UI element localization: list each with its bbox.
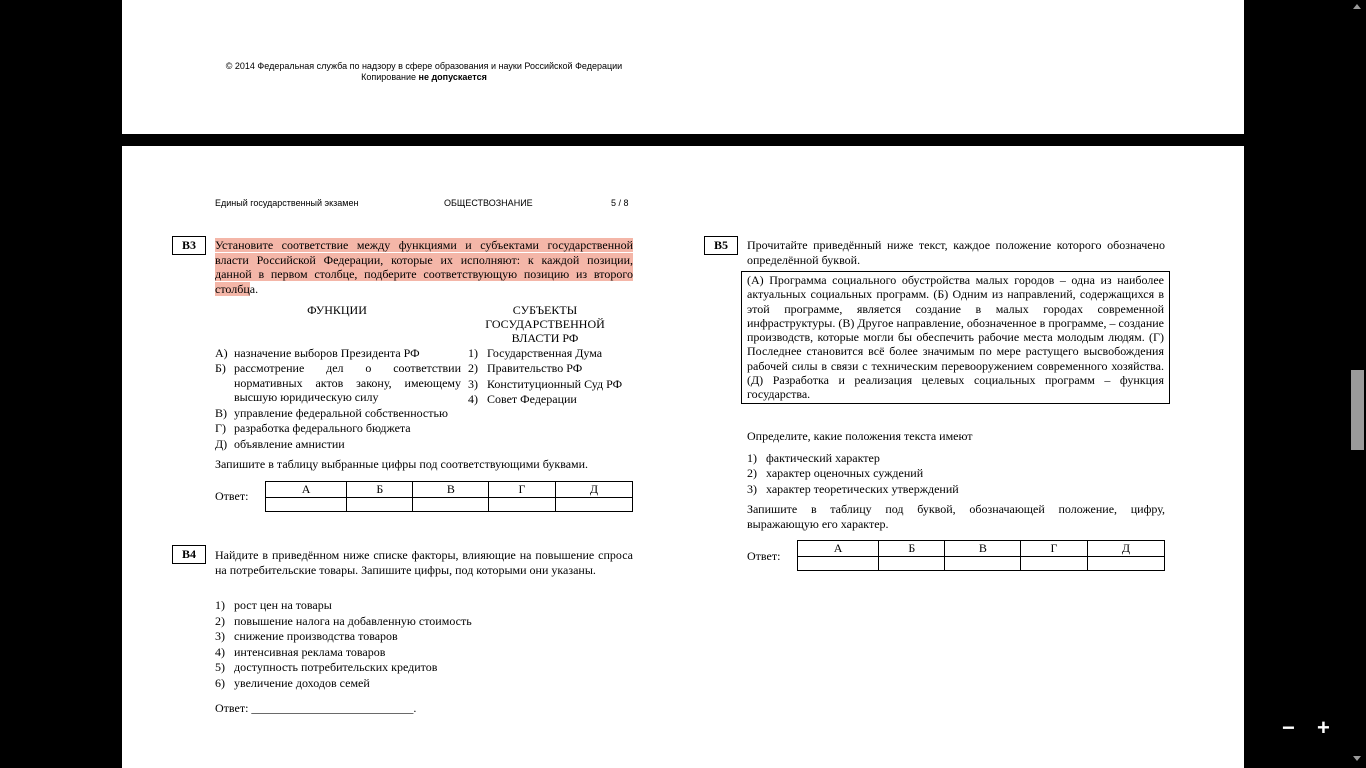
b3-answer-header-a: А bbox=[266, 482, 347, 498]
b5-answer-header-c: В bbox=[945, 541, 1021, 557]
question-label-b3: B3 bbox=[172, 236, 206, 255]
header-exam: Единый государственный экзамен bbox=[215, 198, 359, 208]
b5-answer-label: Ответ: bbox=[747, 549, 781, 563]
copyright-line-2 bbox=[124, 72, 724, 82]
b4-answer-line[interactable]: ___________________________. bbox=[251, 701, 417, 715]
copyright-line-1: © 2014 Федеральная служба по надзору в сфере образования и науки Российской Федерации bbox=[225, 61, 623, 71]
copyright-prefix: Копирование bbox=[361, 72, 419, 82]
b5-answer-table bbox=[797, 540, 1165, 571]
b3-answer-cell-e[interactable] bbox=[555, 498, 632, 512]
b3-answer-header-d: Г bbox=[489, 482, 556, 498]
b5-prompt: Прочитайте приведённый ниже текст, каждое положение которого обозначено определённой буквой. bbox=[747, 238, 1165, 267]
header-page-number: 5 / 8 bbox=[611, 198, 629, 208]
b3-prompt-highlight: Установите соответствие между функциями и субъектами государственной власти Российской Федерации, которые их исполняют: к каждой позиции, данной в первом столбце, подберите соответствующую позицию из второго столбц bbox=[215, 238, 633, 296]
b5-answer-cell-d[interactable] bbox=[1021, 557, 1088, 571]
b5-passage: (А) Программа социального обустройства малых городов – одна из наиболее актуальных социальных программ. (Б) Одним из направлений, содержащихся в этой программе, является создание в малых городах современной инфраструктуры. (В) Другое направление, обозначенное в программе, – создание производств, которые могли бы обеспечить рабочие места молодым людям. (Г) Последнее становится всё более значимым по мере растущего высвобождения рабочей силы в связи с техническим перевооружением современного хозяйства. (Д) Разработка и реализация целевых социальных программ – функция государства. bbox=[741, 271, 1170, 404]
b3-answer-table bbox=[265, 481, 633, 512]
b3-answer-header-e: Д bbox=[555, 482, 632, 498]
current-page: Единый государственный экзамен ОБЩЕСТВОЗНАНИЕ 5 / 8 B3 Установите соответствие между функциями и субъектами государственной власти Российской Федерации, которые их исполняют: к каждой позиции, данной в первом столбце, подберите соответствующую позицию из второго столбца. ФУНКЦИИ СУБЪЕКТЫ ГОСУДАРСТВЕННОЙ ВЛАСТИ РФ А) назначение выборов Президента РФ Б) рассмотрение дел о соответствии нормативных актов закону, имеющему высшую юридическую силу В) управление федеральной собственностью Г) разработка федерального бюджета Д) объявление амнистии 1) Государственная Дума 2) Правительство РФ 3) Конституционный Суд РФ 4) Совет Федерации Запишите в таблицу выбранные цифры под соответствующими буквами. Ответ: А Б В Г Д B4 Найдите в приведённом ниже списке факторы, влияющие на повышение спроса на потребительские товары. Запишите цифры, под которыми они указаны. 1) рост цен на товары 2) повышение налога на добавленную стоимость 3) снижение производства товаров 4) интенсивная реклама товаров 5) доступность потребительских кредитов 6) увеличение доходов семей Ответ: ___________________________. B5 Прочитайте приведённый ниже текст, каждое положение которого обозначено определённой буквой. (А) Программа социального обустройства малых городов – одна из наиболее актуальных социальных программ. (Б) Одним из направлений, содержащихся в этой программе, является создание в малых городах современной инфраструктуры. (В) Другое направление, обозначенное в программе, – создание производств, которые могли бы обеспечить рабочие места молодым людям. (Г) Последнее становится всё более значимым по мере растущего высвобождения рабочей силы в связи с техническим перевооружением современного хозяйства. (Д) Разработка и реализация целевых социальных программ – функция государства. Определите, какие положения текста имеют 1) фактический характер 2) характер оценочных суждений 3) характер теоретических утверждений Запишите в таблицу под буквой, обозначающей положение, цифру, выражающую его характер. Ответ: А Б В Г Д bbox=[122, 146, 1244, 768]
previous-page bbox=[122, 0, 1244, 134]
b5-answer-cell-a[interactable] bbox=[798, 557, 879, 571]
vertical-scrollbar[interactable] bbox=[1349, 0, 1366, 768]
b3-col-functions-title: ФУНКЦИИ bbox=[307, 303, 367, 317]
copyright-bold: не допускается bbox=[418, 72, 487, 82]
b5-answer-cell-e[interactable] bbox=[1087, 557, 1164, 571]
b3-answer-cell-b[interactable] bbox=[347, 498, 413, 512]
b3-answer-header-b: Б bbox=[347, 482, 413, 498]
b5-answer-cell-b[interactable] bbox=[879, 557, 945, 571]
b5-answer-header-a: А bbox=[798, 541, 879, 557]
b3-instruction: Запишите в таблицу выбранные цифры под соответствующими буквами. bbox=[215, 457, 589, 471]
scrollbar-thumb[interactable] bbox=[1351, 370, 1364, 450]
question-label-b5: B5 bbox=[704, 236, 738, 255]
b5-question: Определите, какие положения текста имеют bbox=[747, 429, 973, 443]
b5-answer-cell-c[interactable] bbox=[945, 557, 1021, 571]
question-label-b4: B4 bbox=[172, 545, 206, 564]
scroll-up-arrow-icon[interactable] bbox=[1353, 4, 1361, 9]
b3-answer-header-c: В bbox=[413, 482, 489, 498]
zoom-out-button[interactable]: − bbox=[1282, 715, 1295, 740]
b3-prompt bbox=[215, 238, 633, 296]
b4-answer bbox=[215, 701, 416, 716]
b5-answer-header-row bbox=[798, 541, 1165, 557]
b3-answer-label: Ответ: bbox=[215, 489, 249, 503]
b5-answer-header-b: Б bbox=[879, 541, 945, 557]
b3-answer-header-row bbox=[266, 482, 633, 498]
zoom-in-button[interactable]: + bbox=[1317, 715, 1330, 740]
b5-answer-header-e: Д bbox=[1087, 541, 1164, 557]
b5-answer-header-d: Г bbox=[1021, 541, 1088, 557]
b3-col-subjects-title: СУБЪЕКТЫ ГОСУДАРСТВЕННОЙ ВЛАСТИ РФ bbox=[485, 303, 605, 345]
b5-answer-input-row bbox=[798, 557, 1165, 571]
b3-answer-input-row bbox=[266, 498, 633, 512]
b3-answer-cell-c[interactable] bbox=[413, 498, 489, 512]
b3-answer-cell-a[interactable] bbox=[266, 498, 347, 512]
b4-prompt: Найдите в приведённом ниже списке факторы, влияющие на повышение спроса на потребительские товары. Запишите цифры, под которыми они указаны. bbox=[215, 548, 633, 577]
b4-answer-label: Ответ: bbox=[215, 701, 249, 715]
b3-prompt-tail: а. bbox=[249, 281, 259, 296]
scroll-down-arrow-icon[interactable] bbox=[1353, 756, 1361, 761]
header-subject: ОБЩЕСТВОЗНАНИЕ bbox=[444, 198, 533, 208]
b5-instruction: Запишите в таблицу под буквой, обозначающей положение, цифру, выражающую его характер. bbox=[747, 502, 1165, 531]
b3-answer-cell-d[interactable] bbox=[489, 498, 556, 512]
